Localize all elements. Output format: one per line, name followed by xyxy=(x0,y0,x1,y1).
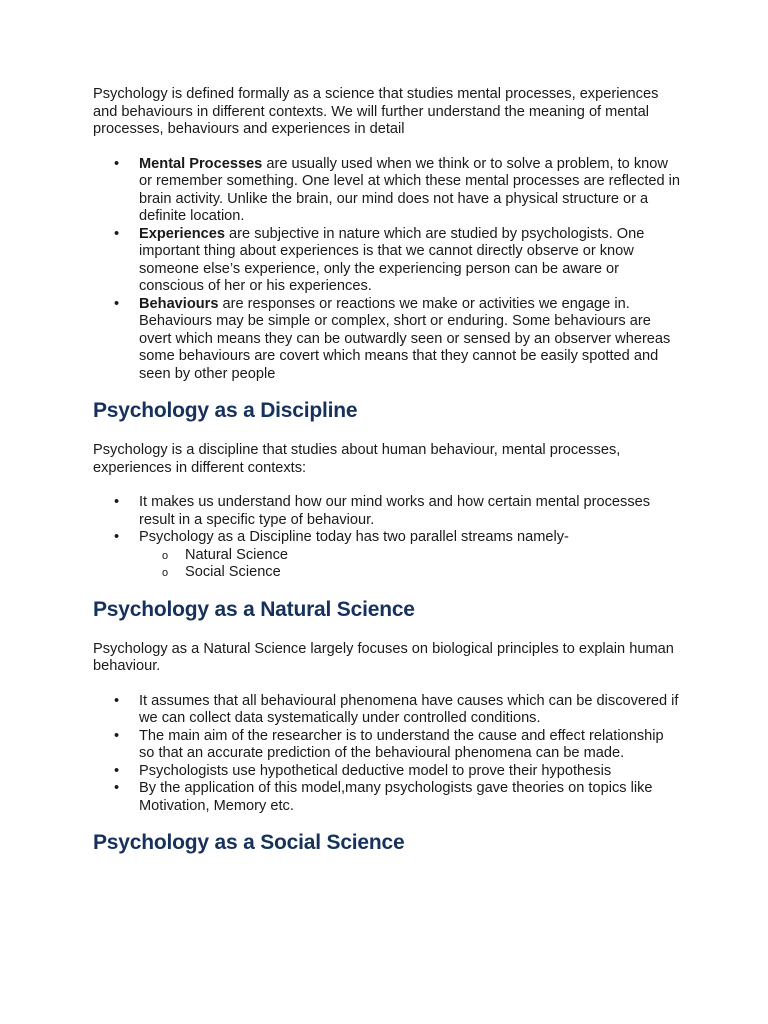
heading-natural-science: Psychology as a Natural Science xyxy=(93,597,415,621)
term-experiences: Experiences xyxy=(139,225,225,242)
definition-text: are responses or reactions we make or activities we engage in. Behaviours may be simple or complex, short or enduring. Some behaviours are overt which means they can be outwardly seen or sensed by an observer whereas some behaviours are covert which means that they cannot be easily spotted and seen by other people xyxy=(139,295,671,382)
list-item: • Psychology as a Discipline today has two parallel streams namely- xyxy=(93,529,683,547)
list-item: • The main aim of the researcher is to understand the cause and effect relationship so that an accurate prediction of the behavioural phenomena can be made. xyxy=(93,728,683,763)
definition-text: are usually used when we think or to solve a problem, to know or remember something. One level at which these mental processes are reflected in brain activity. Unlike the brain, our mind does not have a physical structure or a definite location. xyxy=(139,155,681,224)
sub-list-item: o Natural Science xyxy=(93,547,683,565)
list-item xyxy=(93,226,683,296)
heading-social-science: Psychology as a Social Science xyxy=(93,831,405,854)
natural-science-paragraph: Psychology as a Natural Science largely focuses on biological principles to explain human behaviour. xyxy=(93,640,674,674)
natural-science-list xyxy=(93,693,683,816)
list-item: • It assumes that all behavioural phenomena have causes which can be discovered if we can collect data systematically under controlled conditions. xyxy=(93,693,683,728)
definition-text: are subjective in nature which are studied by psychologists. One important thing about experiences is that we cannot directly observe or know someone else’s experience, only the experiencing person can be aware or conscious of her or his experiences. xyxy=(139,225,645,294)
intro-paragraph: Psychology is defined formally as a science that studies mental processes, experiences and behaviours in different contexts. We will further understand the meaning of mental processes, behaviours and experiences in detail xyxy=(93,86,659,137)
sub-list-item: o Social Science xyxy=(93,564,683,582)
term-behaviours: Behaviours xyxy=(139,295,219,312)
heading-discipline: Psychology as a Discipline xyxy=(93,399,358,422)
document-body xyxy=(93,86,683,856)
term-mental-processes: Mental Processes xyxy=(139,155,263,172)
discipline-paragraph: Psychology is a discipline that studies about human behaviour, mental processes, experiences in different contexts: xyxy=(93,442,621,476)
list-item: • By the application of this model,many psychologists gave theories on topics like Motivation, Memory etc. xyxy=(93,780,683,815)
list-item xyxy=(93,156,683,226)
list-item xyxy=(93,296,683,384)
list-item: • It makes us understand how our mind works and how certain mental processes result in a specific type of behaviour. xyxy=(93,494,683,529)
definitions-list xyxy=(93,156,683,384)
discipline-list xyxy=(93,494,683,582)
list-item: • Psychologists use hypothetical deductive model to prove their hypothesis xyxy=(93,763,683,781)
